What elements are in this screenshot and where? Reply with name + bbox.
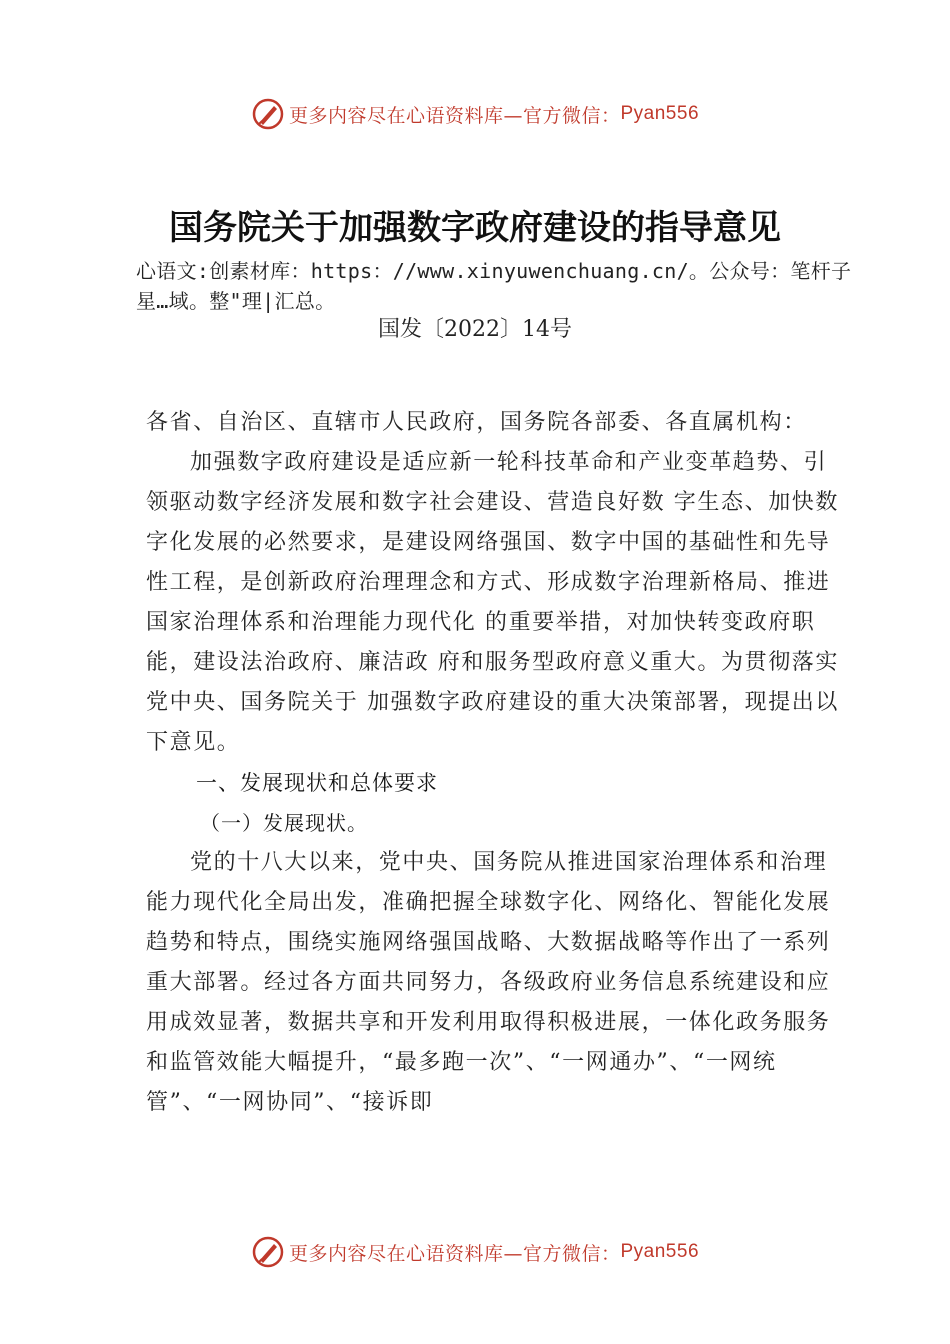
quill-pen-seal-icon bbox=[251, 97, 285, 131]
watermark-wechat-id: Pyan556 bbox=[620, 1241, 700, 1262]
source-note: 心语文:创素材库：https：//www.xinyuwenchuang.cn/。公众号：笔杆子星…域。整"理|汇总。 bbox=[136, 259, 852, 313]
document-body bbox=[146, 403, 846, 1123]
intro-paragraph: 加强数字政府建设是适应新一轮科技革命和产业变革趋势、引领驱动数字经济发展和数字社会建设、营造良好数 字生态、加快数字化发展的必然要求，是建设网络强国、数字中国的基础性和先导性工程，是创新政府治理理念和方式、形成数字治理新格局、推进国家治理体系和治理能力现代化 的重要举措，对加快转变政府职能，建设法治政府、廉洁政 府和服务型政府意义重大。为贯彻落实党中央、国务院关于 加强数字政府建设的重大决策部署，现提出以下意见。 bbox=[146, 450, 839, 755]
salutation: 各省、自治区、直辖市人民政府，国务院各部委、各直属机构： bbox=[146, 410, 807, 435]
document-number: 国发〔2022〕14号 bbox=[378, 317, 572, 342]
watermark-text: 更多内容尽在心语资料库—官方微信： bbox=[288, 1242, 621, 1265]
watermark-banner-top bbox=[0, 96, 950, 132]
watermark-text: 更多内容尽在心语资料库—官方微信： bbox=[288, 104, 621, 127]
watermark-banner-bottom bbox=[0, 1234, 950, 1270]
status-paragraph: 党的十八大以来，党中央、国务院从推进国家治理体系和治理能力现代化全局出发，准确把握全球数字化、网络化、智能化发展趋势和特点，围绕实施网络强国战略、大数据战略等作出了一系列重大部署。经过各方面共同努力，各级政府业务信息系统建设和应用成效显著，数据共享和开发利用取得积极进展，一体化政务服务和监管效能大幅提升，“最多跑一次”、“一网通办”、“一网统管”、“一网协同”、“接诉即 bbox=[146, 850, 831, 1115]
document-title: 国务院关于加强数字政府建设的指导意见 bbox=[169, 208, 781, 248]
section-heading: 一、发展现状和总体要求 bbox=[196, 771, 438, 795]
quill-pen-seal-icon bbox=[251, 1235, 285, 1269]
subsection-heading: （一）发展现状。 bbox=[200, 811, 368, 835]
watermark-wechat-id: Pyan556 bbox=[620, 103, 700, 124]
